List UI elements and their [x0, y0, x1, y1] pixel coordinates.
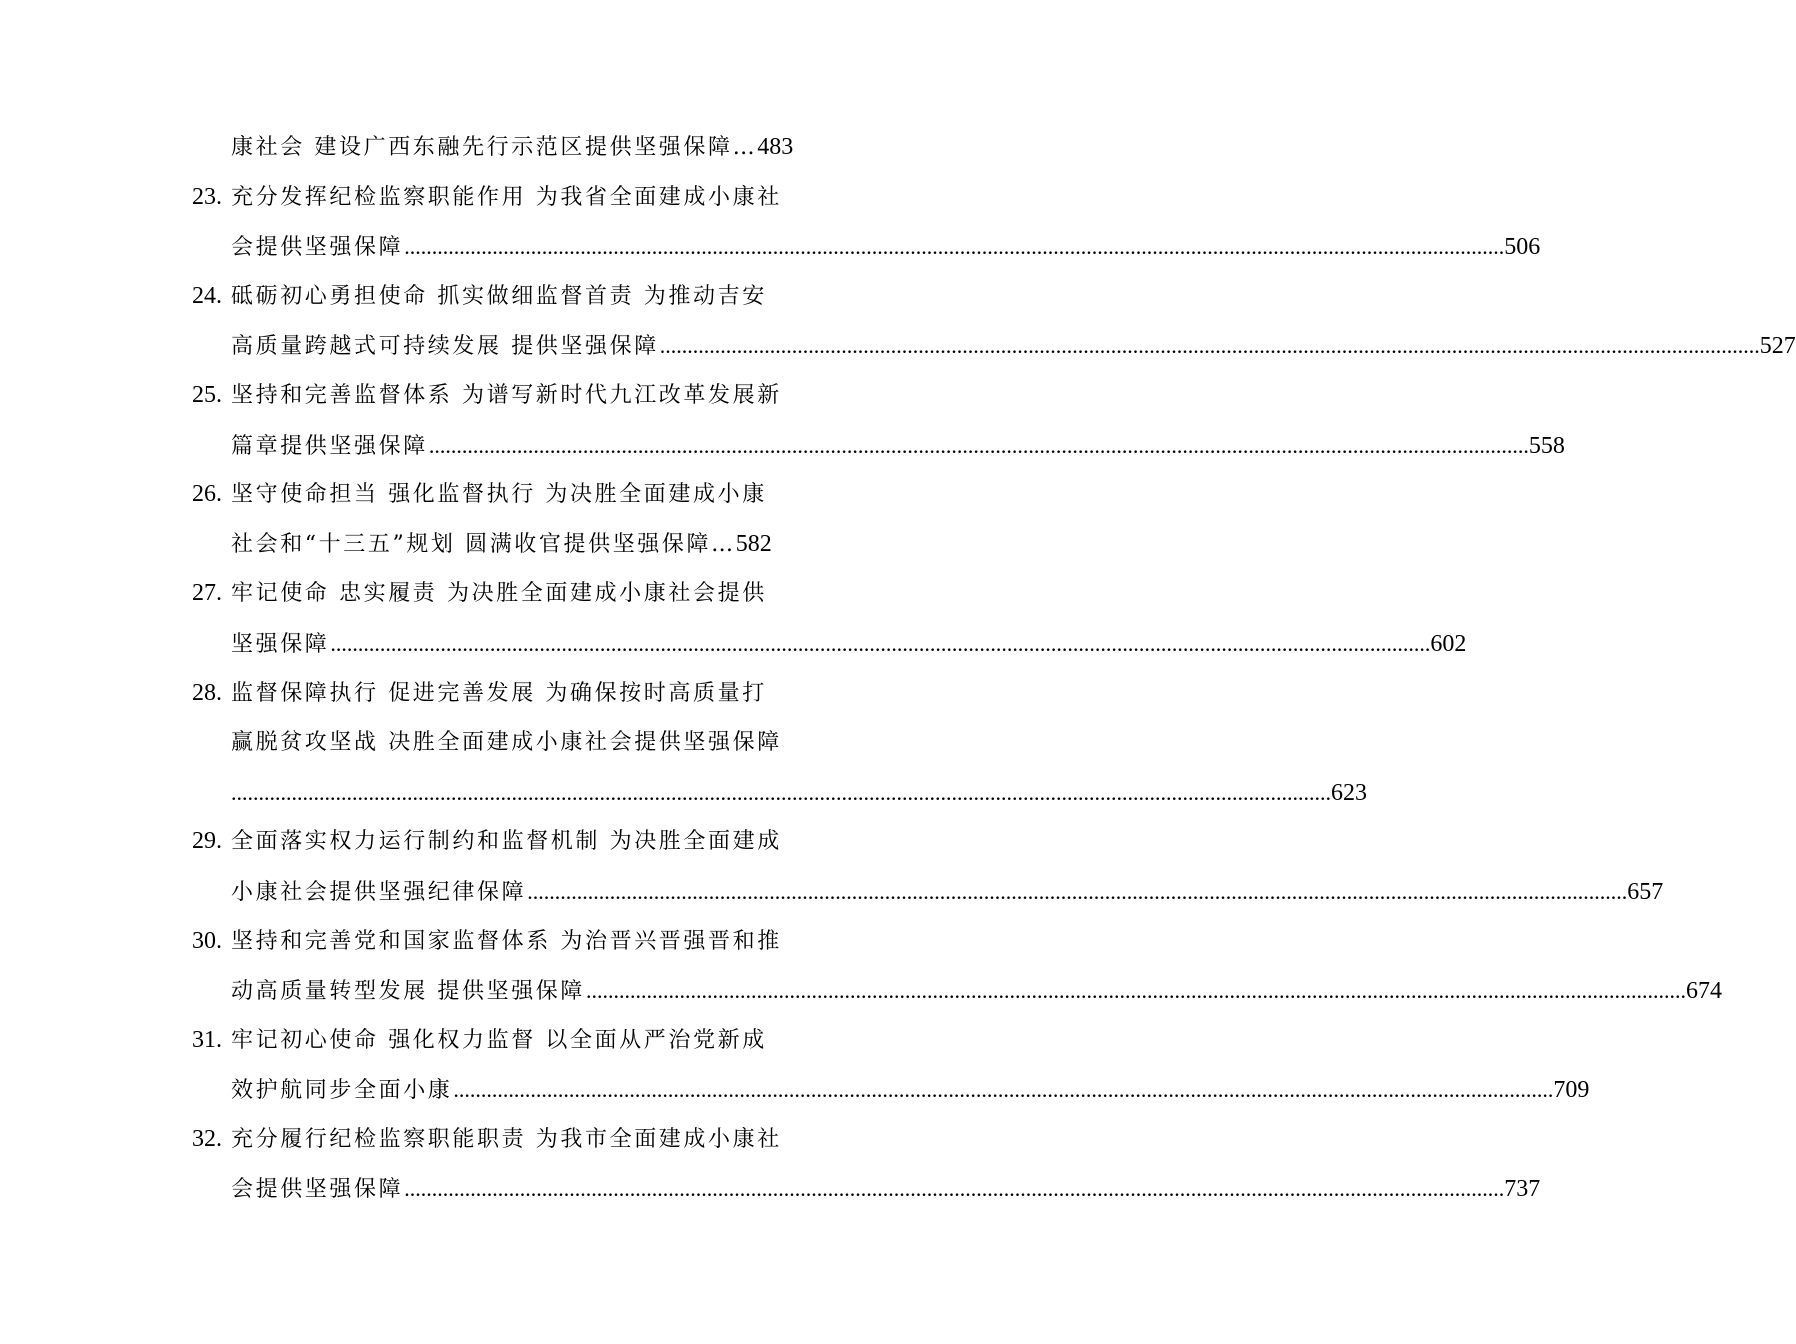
- toc-line: [0, 421, 1565, 471]
- toc-entry-text: 会提供坚强保障: [231, 235, 404, 261]
- toc-entry-title[interactable]: 坚持和完善监督体系 为谱写新时代九江改革发展新: [231, 382, 782, 408]
- toc-entry-text: 高质量跨越式可持续发展 提供坚强保障: [231, 334, 659, 360]
- toc-line: [0, 669, 950, 719]
- toc-entry-continuation[interactable]: [231, 222, 1541, 273]
- toc-entry-number: 23.: [192, 183, 222, 210]
- toc-dot-leader: ........................................................................................................................................................................................................: [231, 779, 1331, 805]
- toc-entry-title[interactable]: 坚守使命担当 强化监督执行 为决胜全面建成小康: [231, 482, 767, 508]
- toc-line: [0, 321, 1796, 371]
- toc-entry-text: 篇章提供坚强保障: [231, 433, 428, 459]
- toc-page-number: 657: [1627, 878, 1664, 905]
- toc-line: [0, 272, 950, 322]
- toc-line: [0, 1016, 950, 1066]
- toc-entry-title[interactable]: 全面落实权力运行制约和监督机制 为决胜全面建成: [231, 829, 782, 855]
- toc-entry-text[interactable]: 赢脱贫攻坚战 决胜全面建成小康社会提供坚强保障: [231, 730, 782, 756]
- toc-entry-title[interactable]: 充分履行纪检监察职能职责 为我市全面建成小康社: [231, 1126, 782, 1152]
- toc-entry-text: 效护航同步全面小康: [231, 1078, 453, 1104]
- toc-entry-text: 小康社会提供坚强纪律保障: [231, 879, 527, 905]
- toc-dot-leader: ........................................................................................................................................................................................................: [586, 978, 1686, 1004]
- toc-page-number: 602: [1430, 630, 1467, 657]
- toc-entry-text: 康社会 建设广西东融先行示范区提供坚强保障…: [231, 135, 758, 160]
- toc-dot-leader: ........................................................................................................................................................................................................: [527, 878, 1628, 904]
- toc-entry-continuation[interactable]: [231, 520, 806, 570]
- toc-entry-number: 29.: [192, 828, 222, 855]
- toc-dot-leader: ........................................................................................................................................................................................................: [659, 333, 1760, 359]
- toc-entry-number: 32.: [192, 1125, 222, 1152]
- toc-line: [0, 768, 1367, 818]
- toc-entry-number: 28.: [192, 679, 222, 706]
- toc-entry-number: 27.: [192, 580, 222, 607]
- toc-line: [0, 569, 950, 619]
- toc-page-number: 527: [1759, 333, 1796, 360]
- toc-line: [0, 1164, 1541, 1214]
- toc-page-number: 558: [1528, 432, 1565, 459]
- toc-page-number: 623: [1331, 779, 1367, 806]
- toc-entry-continuation[interactable]: [231, 867, 1664, 918]
- toc-line: [0, 966, 1722, 1016]
- toc-entry-continuation[interactable]: [231, 768, 1367, 819]
- toc-dot-leader: ........................................................................................................................................................................................................: [404, 234, 1505, 260]
- toc-entry-title[interactable]: 牢记使命 忠实履责 为决胜全面建成小康社会提供: [231, 581, 767, 607]
- toc-page-number: 674: [1686, 978, 1722, 1005]
- toc-entry-title[interactable]: 充分发挥纪检监察职能作用 为我省全面建成小康社: [231, 184, 782, 210]
- toc-entry-number: 30.: [192, 927, 222, 954]
- toc-line: [0, 222, 1541, 272]
- toc-line: [0, 173, 950, 223]
- toc-entry-text: 会提供坚强保障: [231, 1177, 404, 1203]
- toc-entry-continuation[interactable]: [231, 321, 1796, 372]
- table-of-contents: [0, 123, 1796, 1214]
- toc-line: [0, 123, 950, 173]
- toc-entry-number: 25.: [192, 381, 222, 408]
- toc-line: [0, 470, 950, 520]
- toc-line: [0, 867, 1664, 917]
- toc-entry-title[interactable]: 监督保障执行 促进完善发展 为确保按时高质量打: [231, 680, 767, 706]
- toc-entry-text: 动高质量转型发展 提供坚强保障: [231, 979, 585, 1005]
- toc-page-number: 582: [735, 530, 772, 557]
- toc-entry-continuation[interactable]: [231, 421, 1565, 472]
- toc-dot-leader: ........................................................................................................................................................................................................: [428, 432, 1529, 458]
- toc-line: [0, 619, 1467, 669]
- toc-page-number: 506: [1504, 234, 1541, 261]
- toc-entry-number: 31.: [192, 1026, 222, 1053]
- toc-line: [0, 371, 950, 421]
- toc-page-number: 737: [1504, 1176, 1541, 1203]
- toc-line: [0, 520, 950, 570]
- toc-line: [0, 817, 950, 867]
- toc-entry-text: 社会和“十三五”规划 圆满收官提供坚强保障…: [231, 531, 736, 557]
- toc-entry-continuation[interactable]: [231, 1065, 1590, 1116]
- toc-entry-title[interactable]: 坚持和完善党和国家监督体系 为治晋兴晋强晋和推: [231, 928, 782, 954]
- toc-entry-continuation[interactable]: [231, 123, 806, 173]
- toc-line: [0, 1065, 1590, 1115]
- toc-entry-title[interactable]: 牢记初心使命 强化权力监督 以全面从严治党新成: [231, 1027, 767, 1053]
- toc-line: [0, 718, 950, 768]
- toc-dot-leader: ........................................................................................................................................................................................................: [330, 630, 1431, 656]
- toc-line: [0, 1115, 950, 1165]
- toc-entry-continuation[interactable]: [231, 966, 1722, 1017]
- toc-entry-title[interactable]: 砥砺初心勇担使命 抓实做细监督首责 为推动吉安: [231, 283, 767, 309]
- toc-entry-text: 坚强保障: [231, 631, 330, 657]
- toc-line: [0, 917, 950, 967]
- toc-page-number: 483: [757, 134, 794, 160]
- toc-entry-continuation[interactable]: [231, 1164, 1541, 1215]
- toc-page-number: 709: [1553, 1077, 1590, 1104]
- toc-entry-number: 24.: [192, 282, 222, 309]
- toc-dot-leader: ........................................................................................................................................................................................................: [453, 1077, 1554, 1103]
- toc-entry-continuation[interactable]: [231, 619, 1467, 670]
- toc-dot-leader: ........................................................................................................................................................................................................: [404, 1176, 1505, 1202]
- toc-entry-number: 26.: [192, 481, 222, 508]
